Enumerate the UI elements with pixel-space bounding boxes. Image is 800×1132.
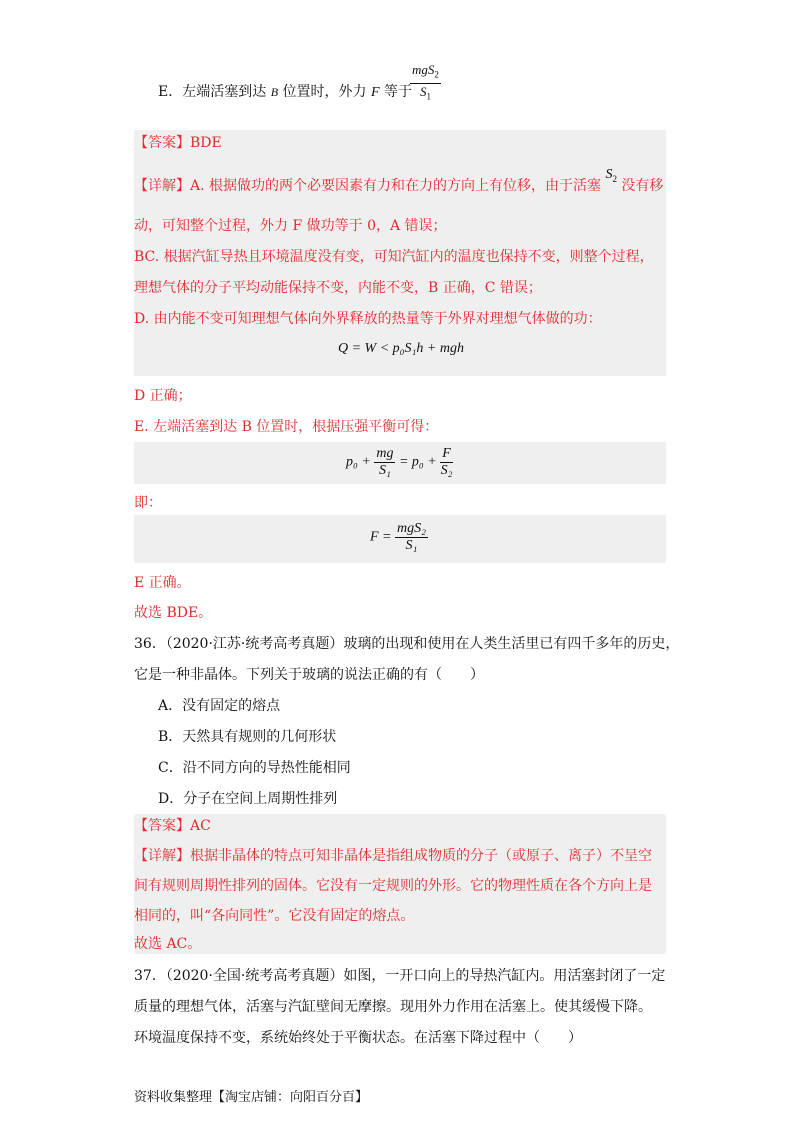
q35-detail-line4: 理想气体的分子平均动能保持不变，内能不变，B 正确，C 错误； — [134, 280, 542, 296]
q35-equation-2: p₀ + $\frac{mg}{\text{S₁}}$ = p₀ + $\frac{F}{\text{S₂}}$ — [346, 446, 453, 478]
page-footer: 资料收集整理【淘宝店铺：向阳百分百】 — [134, 1090, 369, 1105]
option-e-fraction: mgS$_2$ $S_1$ — [412, 62, 439, 102]
option-e — [158, 82, 412, 103]
q36-detail-line4: 故选 AC。 — [134, 936, 202, 952]
q36-option-b: B．天然具有规则的几何形状 — [158, 729, 337, 745]
q35-equation-1: Q = W < p₀S₁h + mgh — [338, 341, 464, 356]
q35-detail-line8: 即： — [134, 495, 162, 511]
q36-detail-line3: 相同的，叫“各向同性”。它没有固定的熔点。 — [134, 908, 415, 924]
option-e-end: 等于 — [383, 84, 412, 100]
q36-detail-line1: 【详解】根据非晶体的特点可知非晶体是指组成物质的分子（或原子、离子）不呈空 — [134, 848, 652, 864]
var-f: F — [370, 85, 380, 100]
q35-detail-line5: D. 由内能不变可知理想气体向外界释放的热量等于外界对理想气体做的功： — [134, 311, 602, 327]
q36-answer: 【答案】AC — [134, 818, 211, 834]
q35-detail-line1: 【详解】A. 根据做功的两个必要因素有力和在力的方向上有位移，由于活塞 $S_2$ 没有移 — [134, 167, 664, 194]
q36-detail-line2: 间有规则周期性排列的固体。它没有一定规则的外形。它的物理性质在各个方向上是 — [134, 878, 652, 894]
option-e-mid: 位置时，外力 — [282, 84, 367, 100]
q36-stem-line2: 它是一种非晶体。下列关于玻璃的说法正确的有（ ） — [134, 667, 484, 683]
q36-option-d: D．分子在空间上周期性排列 — [158, 791, 338, 807]
q35-detail-line10: 故选 BDE。 — [134, 605, 213, 621]
q37-stem-line2: 质量的理想气体，活塞与汽缸壁间无摩擦。现用外力作用在活塞上。使其缓慢下降。 — [134, 999, 652, 1015]
q35-detail-line9: E 正确。 — [134, 575, 191, 591]
q35-detail-line3: BC. 根据汽缸导热且环境温度没有变，可知汽缸内的温度也保持不变，则整个过程， — [134, 249, 654, 265]
q35-equation-3: F = $\frac{\text{mgS₂}}{\text{S₁}}$ — [370, 521, 426, 553]
q37-stem-line1: 37．（2020·全国·统考高考真题）如图，一开口向上的导热汽缸内。用活塞封闭了一定 — [134, 968, 666, 984]
q36-option-a: A．没有固定的熔点 — [158, 698, 281, 714]
q35-answer: 【答案】BDE — [134, 135, 222, 151]
q36-stem-line1: 36．（2020·江苏·统考高考真题）玻璃的出现和使用在人类生活里已有四千多年的历史， — [134, 636, 680, 652]
q35-detail-line2: 动，可知整个过程，外力 F 做功等于 0，A 错误； — [134, 218, 447, 234]
q35-detail-line7: E. 左端活塞到达 B 位置时，根据压强平衡可得： — [134, 419, 439, 435]
q35-detail-line6: D 正确； — [134, 388, 192, 404]
var-b: B — [270, 85, 279, 99]
q36-option-c: C．沿不同方向的导热性能相同 — [158, 760, 351, 776]
q37-stem-line3: 环境温度保持不变，系统始终处于平衡状态。在活塞下降过程中（ ） — [134, 1030, 582, 1046]
option-e-label: E．左端活塞到达 — [158, 84, 267, 100]
